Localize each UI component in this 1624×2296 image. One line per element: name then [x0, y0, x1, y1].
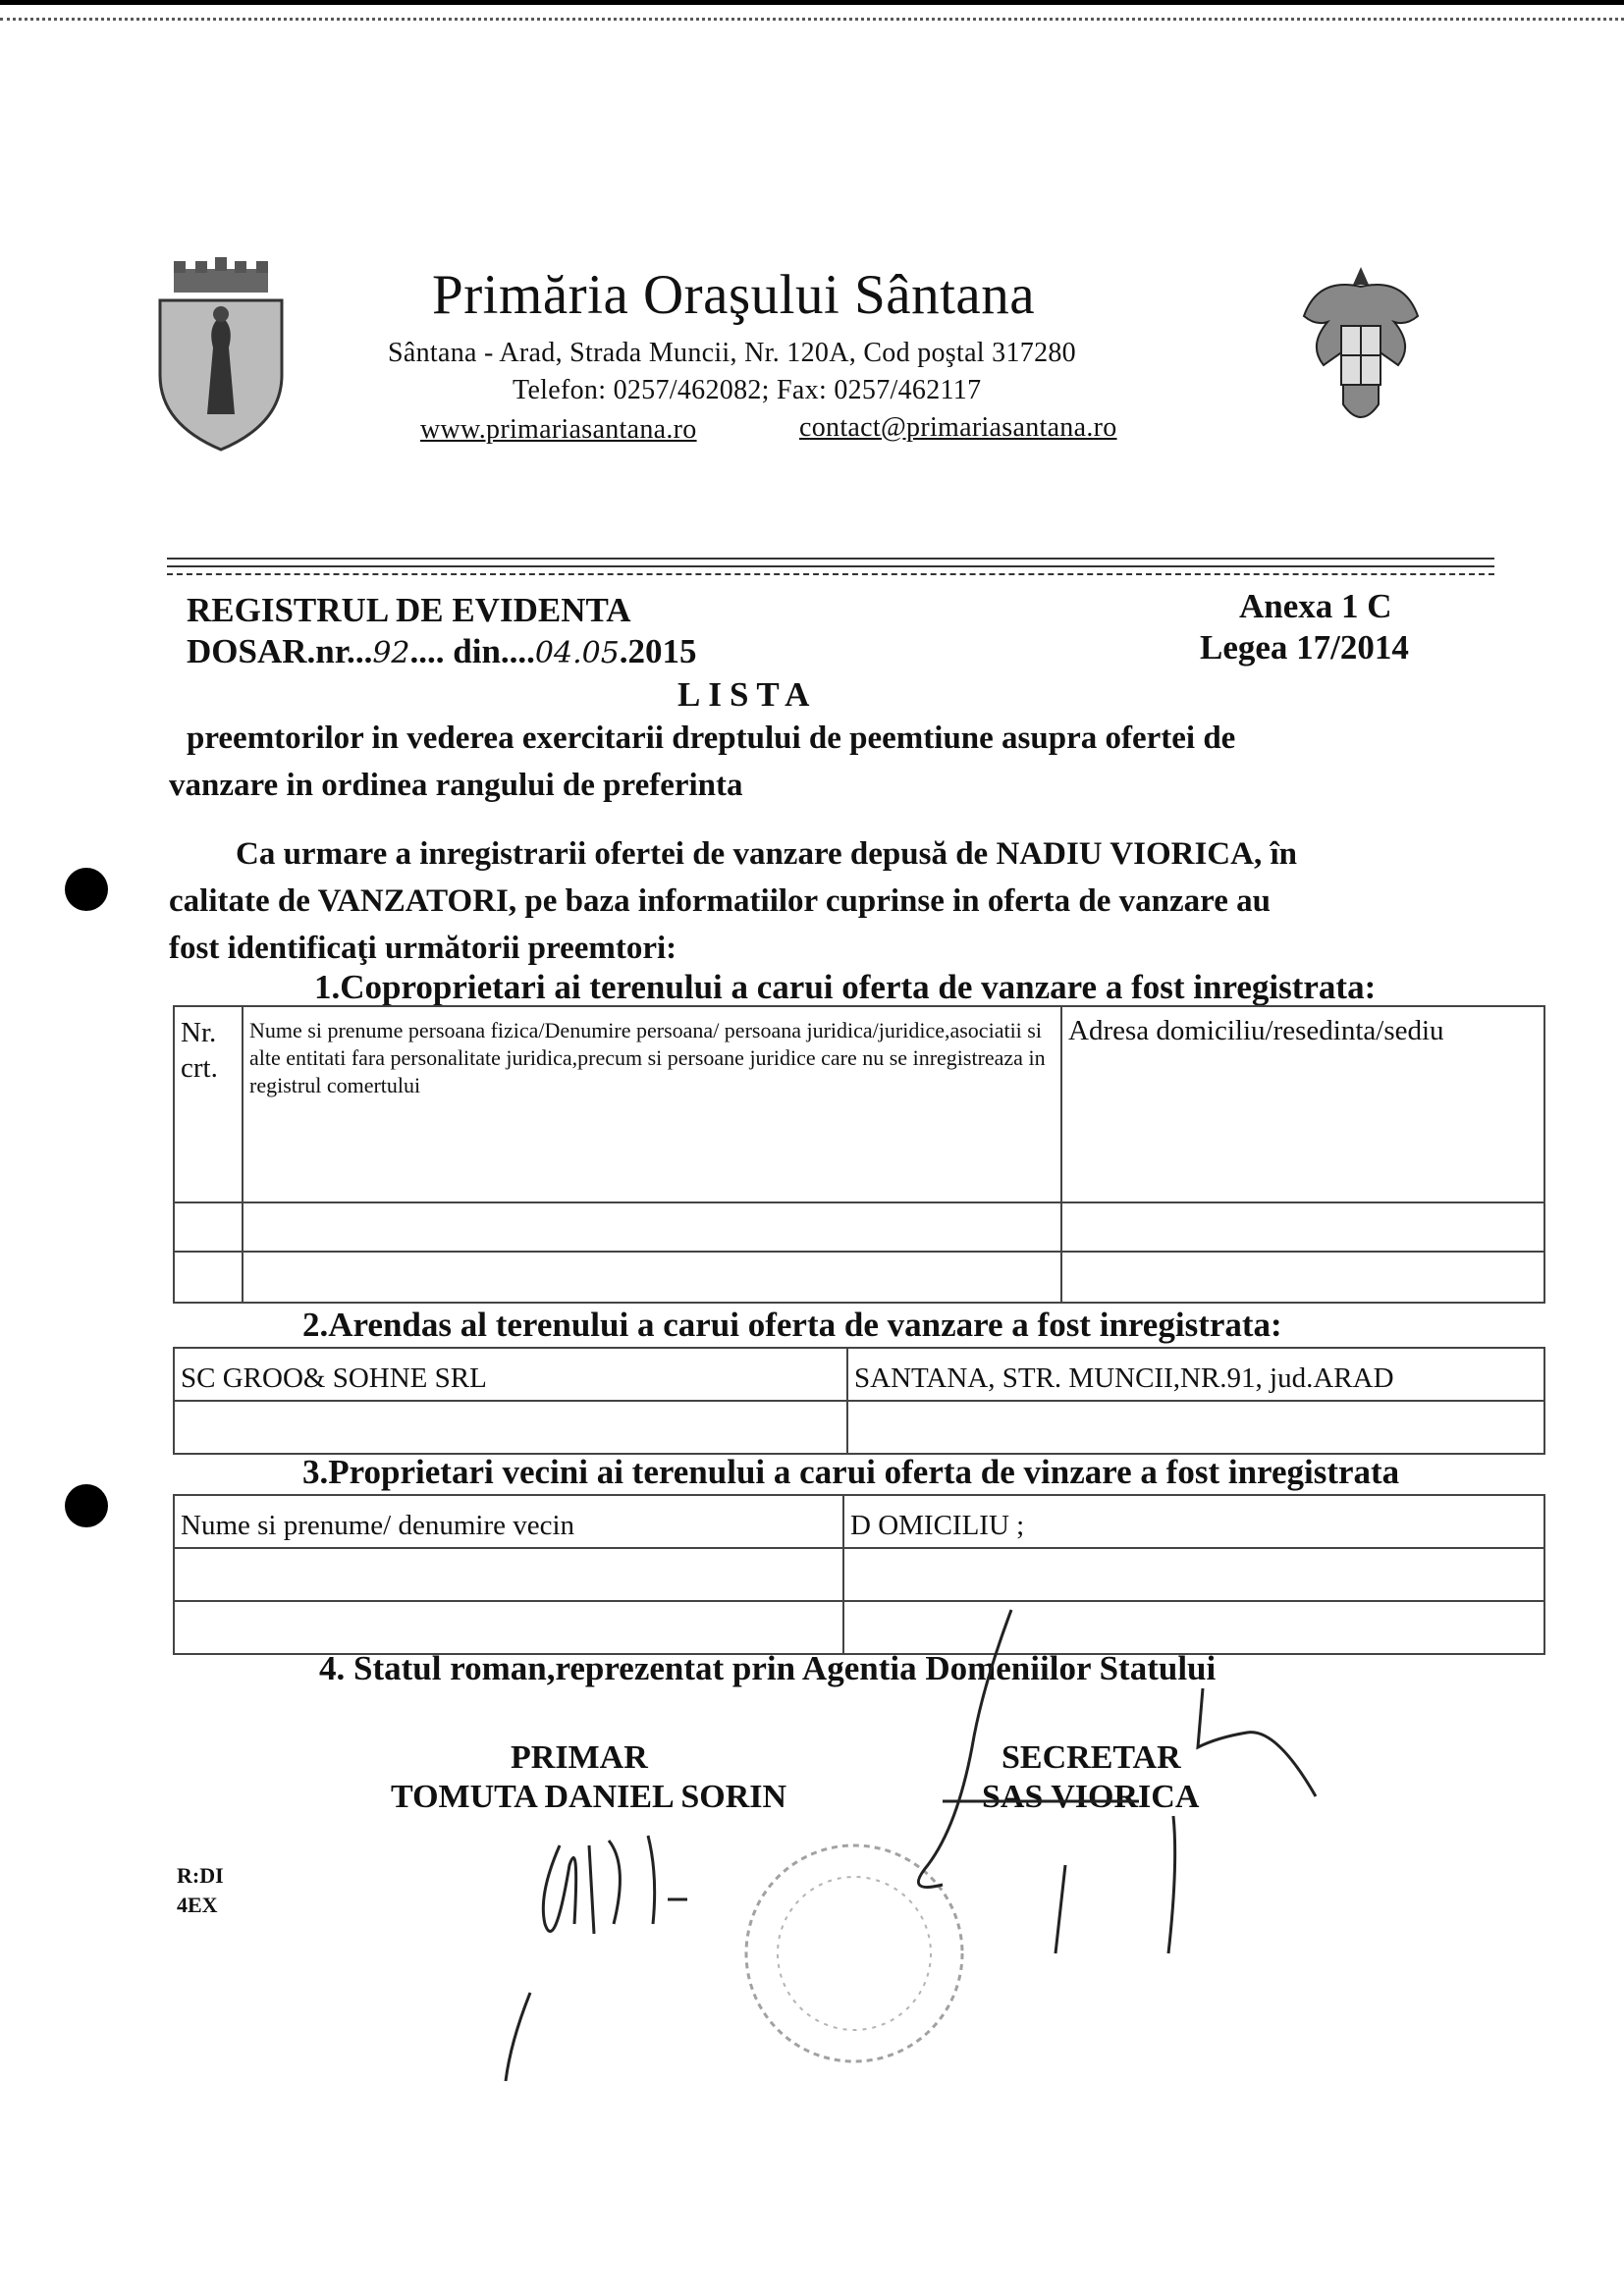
- col-neighbor-name-header: Nume si prenume/ denumire vecin: [174, 1495, 843, 1548]
- header-divider-double: [167, 565, 1494, 567]
- table-row: [174, 1601, 1544, 1654]
- header-divider: [167, 558, 1494, 560]
- secretar-title: SECRETAR: [1001, 1739, 1181, 1776]
- table-cell: [174, 1252, 243, 1303]
- section-3-title: 3.Proprietari vecini ai terenului a carui oferta de vinzare a fost inregistrata: [302, 1453, 1400, 1491]
- table-row: [174, 1401, 1544, 1454]
- table-row: [174, 1495, 1544, 1548]
- primar-name: TOMUTA DANIEL SORIN: [391, 1779, 787, 1815]
- arendas-table: [173, 1347, 1545, 1455]
- section-4-text: 4. Statul roman,reprezentat prin Agentia Domeniilor Statului: [319, 1649, 1217, 1687]
- table-row: [174, 1202, 1544, 1252]
- table-cell: [174, 1601, 843, 1654]
- body-line-1: Ca urmare a inregistrarii ofertei de vanzare depusă de NADIU VIORICA, în: [236, 836, 1297, 872]
- table-cell: [1061, 1252, 1544, 1303]
- table-cell: [843, 1601, 1544, 1654]
- law-reference: Legea 17/2014: [1200, 628, 1409, 667]
- footer-code-rdi: R:DI: [177, 1863, 224, 1888]
- institution-website-link[interactable]: www.primariasantana.ro: [420, 414, 697, 445]
- table-cell: [174, 1401, 847, 1454]
- table-cell: [847, 1401, 1544, 1454]
- table-cell: [843, 1548, 1544, 1601]
- arendas-address: SANTANA, STR. MUNCII,NR.91, jud.ARAD: [847, 1348, 1544, 1401]
- primar-title: PRIMAR: [511, 1739, 648, 1776]
- dosar-dots: .: [619, 632, 628, 670]
- institution-address: Sântana - Arad, Strada Muncii, Nr. 120A, Cod poştal 317280: [388, 338, 1076, 368]
- col-nr-header: Nr. crt.: [174, 1006, 243, 1202]
- col-address-header: Adresa domiciliu/resedinta/sediu: [1061, 1006, 1544, 1202]
- table-row: [174, 1006, 1544, 1202]
- institution-title: Primăria Oraşului Sântana: [432, 264, 1036, 326]
- dosar-date: 04.05: [534, 636, 620, 670]
- dosar-dots: ....: [409, 632, 454, 670]
- intro-line-1: preemtorilor in vederea exercitarii dreptului de peemtiune asupra ofertei de: [187, 721, 1236, 756]
- secretar-name: SAS VIORICA: [982, 1779, 1200, 1815]
- dosar-middle: din.: [453, 632, 510, 670]
- header-divider-dashed: [167, 573, 1494, 575]
- annex-label: Anexa 1 C: [1239, 587, 1392, 625]
- table-cell: [243, 1202, 1061, 1252]
- table-cell: [174, 1548, 843, 1601]
- arendas-name: SC GROO& SOHNE SRL: [174, 1348, 847, 1401]
- official-stamp-icon: [746, 1845, 962, 2061]
- institution-email-link[interactable]: contact@primariasantana.ro: [799, 412, 1117, 443]
- table-cell: [243, 1252, 1061, 1303]
- footer-codes: [177, 1861, 224, 1920]
- table-cell: [174, 1202, 243, 1252]
- punch-hole: [65, 1484, 108, 1527]
- coproprietari-table: [173, 1005, 1545, 1304]
- punch-hole: [65, 868, 108, 911]
- romania-coat-of-arms-icon: [1298, 257, 1424, 434]
- footer-code-copies: 4EX: [177, 1893, 218, 1917]
- body-line-3: fost identificaţi următorii preemtori:: [169, 931, 677, 966]
- document-heading: LISTA: [677, 675, 818, 714]
- dosar-number: 92: [372, 636, 410, 670]
- registry-title: REGISTRUL DE EVIDENTA: [187, 591, 631, 629]
- primar-signature-icon: [506, 1836, 687, 2081]
- section-2-title: 2.Arendas al terenului a carui oferta de vanzare a fost inregistrata:: [302, 1306, 1282, 1344]
- body-line-2: calitate de VANZATORI, pe baza informatiilor cuprinse in oferta de vanzare au: [169, 883, 1271, 919]
- scan-edge-top: [0, 0, 1624, 5]
- table-row: [174, 1348, 1544, 1401]
- vecini-table: [173, 1494, 1545, 1655]
- dosar-dots: ..: [354, 632, 373, 670]
- section-1-title: 1.Coproprietari ai terenului a carui oferta de vanzare a fost inregistrata:: [314, 968, 1377, 1006]
- table-cell: [1061, 1202, 1544, 1252]
- col-domicile-header: D OMICILIU ;: [843, 1495, 1544, 1548]
- institution-phone: Telefon: 0257/462082; Fax: 0257/462117: [513, 375, 982, 405]
- table-row: [174, 1548, 1544, 1601]
- santana-coat-of-arms-icon: [152, 257, 290, 454]
- table-row: [174, 1252, 1544, 1303]
- col-name-header: Nume si prenume persoana fizica/Denumire persoana/ persoana juridica/juridice,asociatii si alte entitati fara personalitate juridica,precum si persoane juridice care nu se inregistreaza in registrul comertului: [243, 1006, 1061, 1202]
- dosar-year: 2015: [627, 632, 697, 670]
- dosar-line: [187, 632, 697, 671]
- dosar-dots: ...: [509, 632, 535, 670]
- dosar-prefix: DOSAR.nr.: [187, 632, 355, 670]
- scan-artifact-line: [0, 18, 1624, 30]
- intro-line-2: vanzare in ordinea rangului de preferinta: [169, 768, 743, 803]
